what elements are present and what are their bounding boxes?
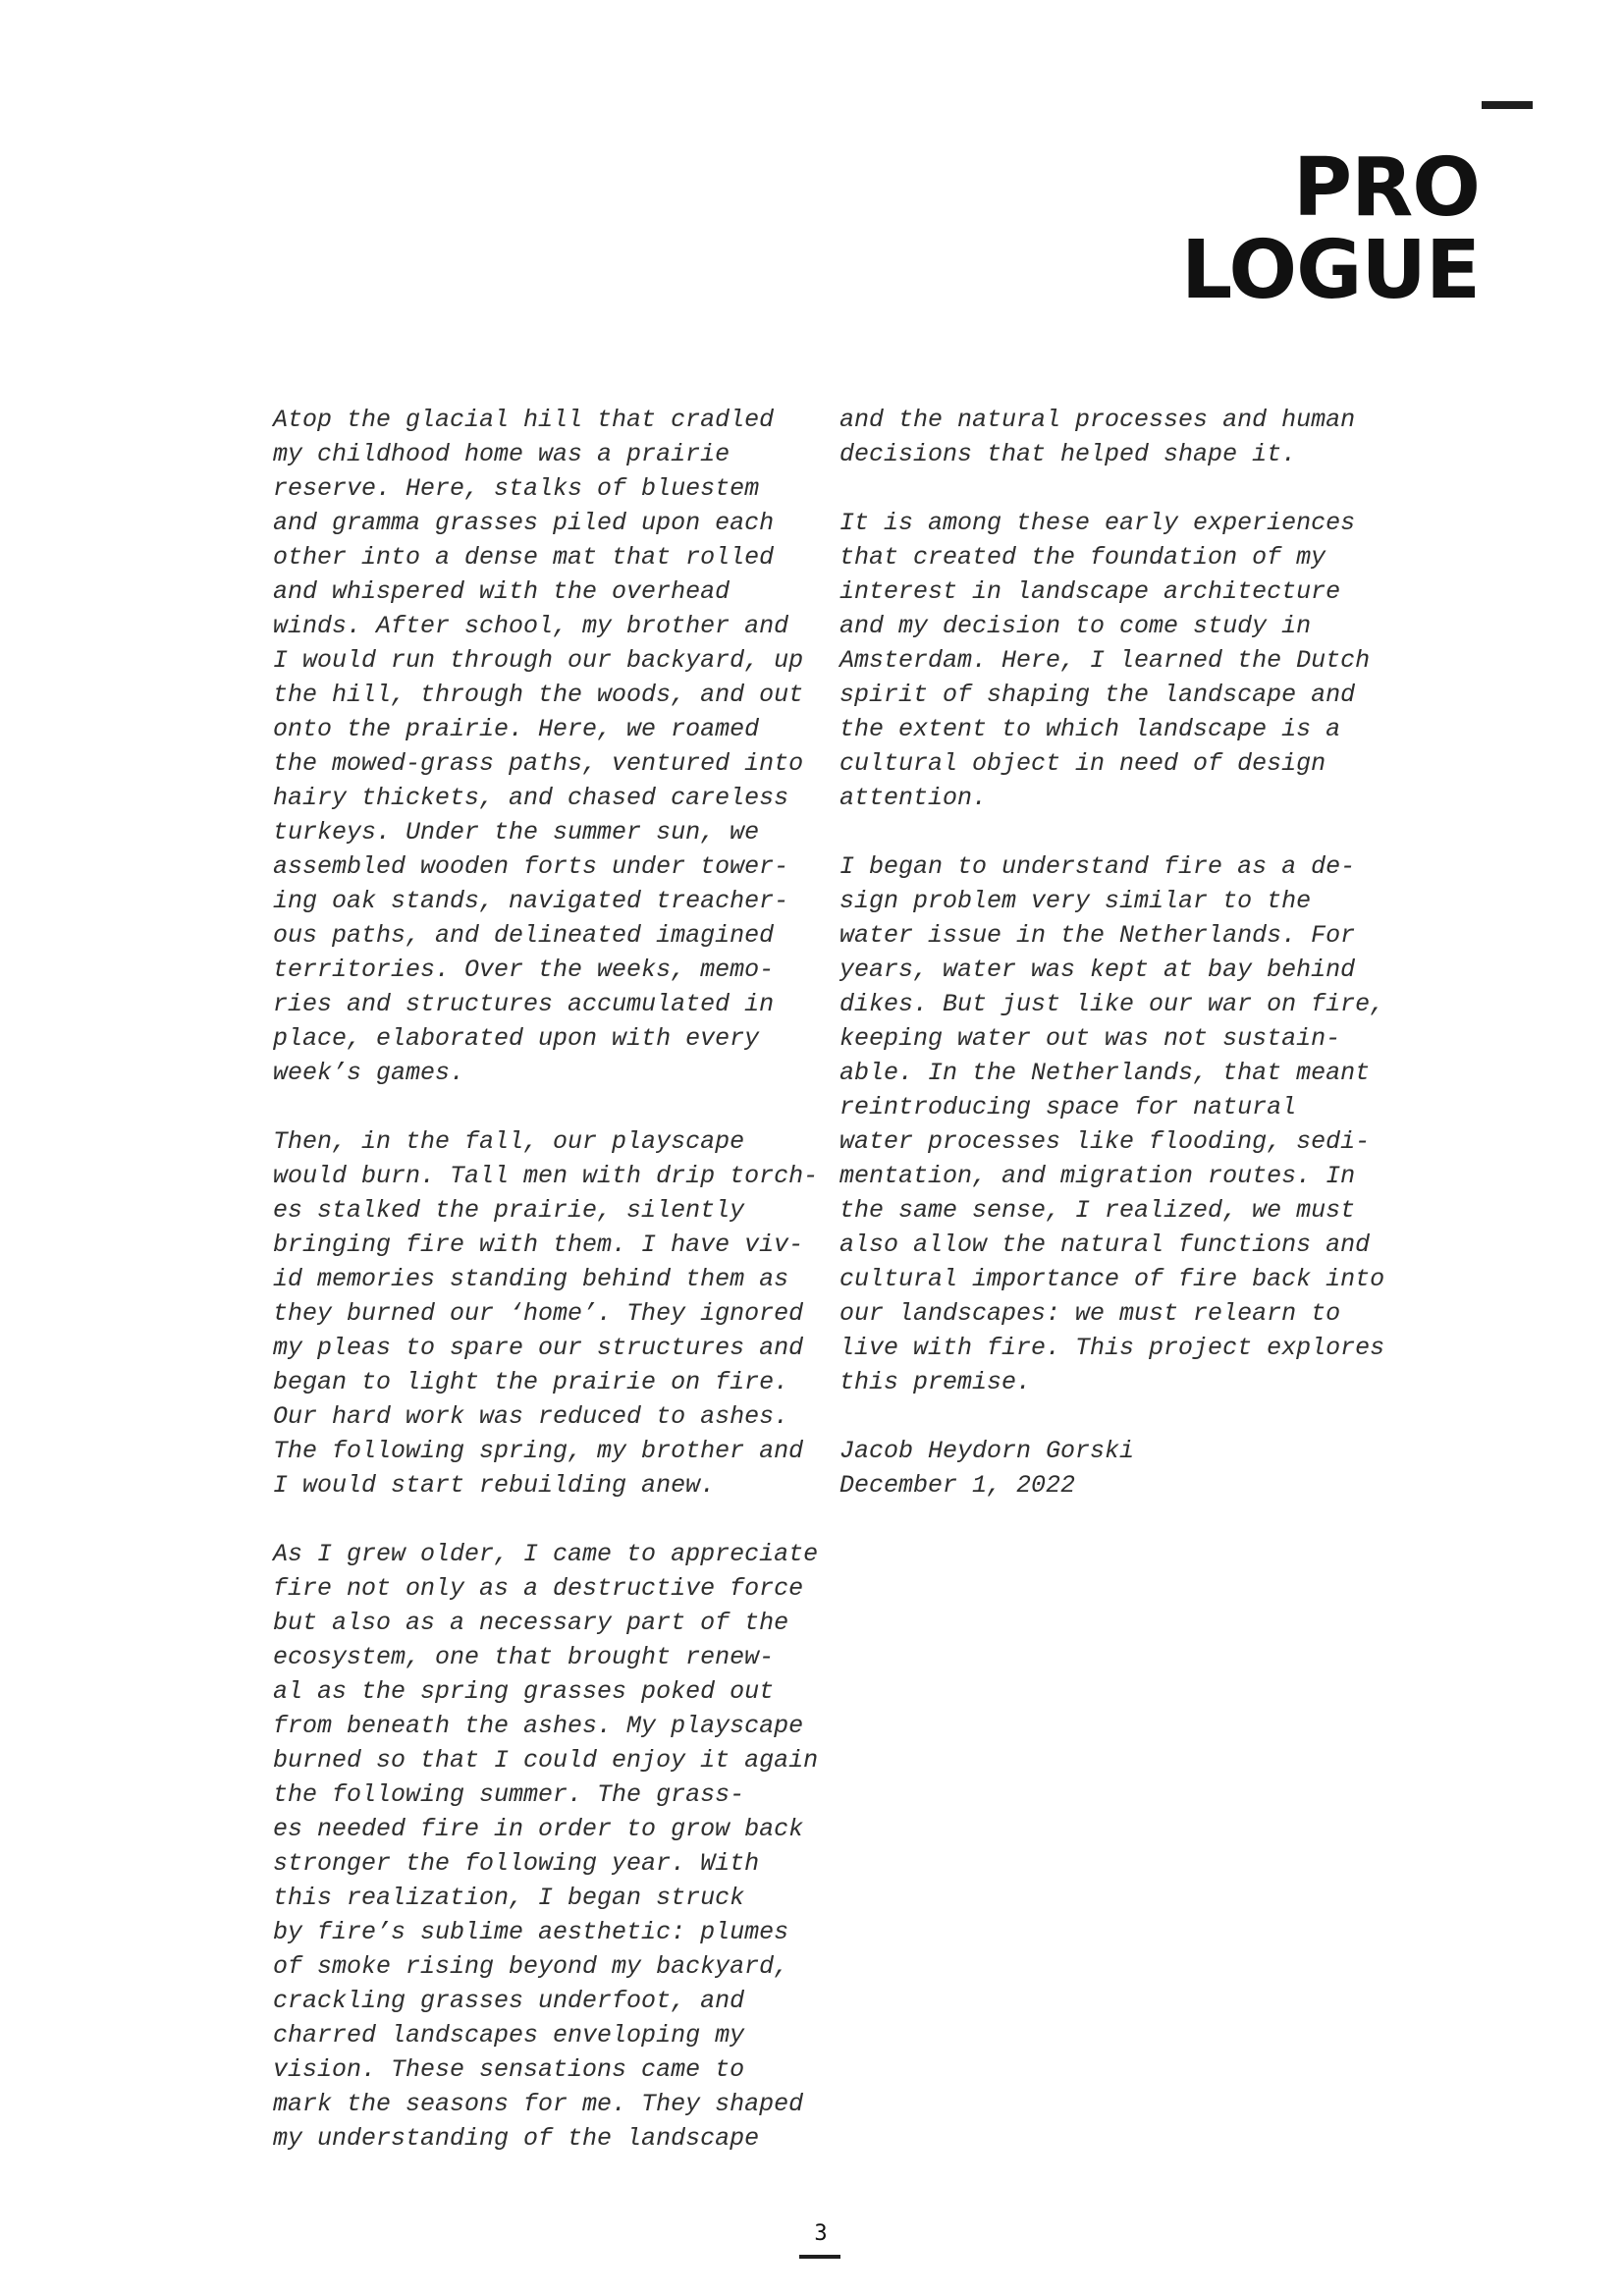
paragraph-amsterdam: It is among these early experiences that created the foundation of my interest in landscape architecture and my decision to come study in Amsterdam. Here, I learned the Dutch spirit of shaping the landscape and the extent to which landscape is a cultural object in need of design attention. xyxy=(839,509,1371,812)
page-title-line-2: LOGUE xyxy=(1181,224,1480,317)
paragraph-childhood-prairie: Atop the glacial hill that cradled my childhood home was a prairie reserve. Here, stalks of bluestem and gramma grasses piled upon each other into a dense mat that rolled and whispered with the overhead winds. After school, my brother and I would run through our backyard, up the hill, through the woods, and out onto the prairie. Here, we roamed the mowed-grass paths, ventured into hairy thickets, and chased careless turkeys. Under the summer sun, we assembled wooden forts under tower- ing oak stands, navigated treacher- ous paths, and delineated imagined territories. Over the weeks, memo- ries and structures accumulated in place, elaborated upon with every week’s games. xyxy=(273,406,804,1087)
page-title-line-1: PRO xyxy=(1293,141,1480,235)
paragraph-fall-burn: Then, in the fall, our playscape would burn. Tall men with drip torch- es stalked the prairie, silently bringing fire with them. I have viv- id memories standing behind them as they burned our ‘home’. They ignored my pleas to spare our structures and began to light the prairie on fire. Our hard work was reduced to ashes. The following spring, my brother and I would start rebuilding anew. xyxy=(273,1127,819,1500)
paragraph-appreciating-fire: As I grew older, I came to appreciate fire not only as a destructive force but also as a necessary part of the ecosystem, one that brought renew- al as the spring grasses poked out from beneath the ashes. My playscape burned so that I could enjoy it again the following summer. The grass- es needed fire in order to grow back stronger the following year. With this realization, I began struck by fire’s sublime aesthetic: plumes of smoke rising beyond my backyard, crackling grasses underfoot, and charred landscapes enveloping my vision. These sensations came to mark the seasons for me. They shaped my understanding of the landscape xyxy=(273,1540,819,2153)
paragraph-design-problem: I began to understand fire as a de- sign problem very similar to the water issue in the Netherlands. For years, water was kept at bay behind dikes. But just like our war on fire, keeping water out was not sustain- able. In the Netherlands, that meant reintroducing space for natural water processes like flooding, sedi- mentation, and migration routes. In the same sense, I realized, we must also allow the natural functions and cultural importance of fire back into our landscapes: we must relearn to live with fire. This project explores this premise. xyxy=(839,852,1385,1396)
page-title xyxy=(989,141,1480,317)
paragraph-continuation: and the natural processes and human decisions that helped shape it. xyxy=(839,406,1356,468)
left-text-column xyxy=(273,403,823,2190)
footer-dash-decoration xyxy=(799,2255,840,2259)
author-signature: Jacob Heydorn Gorski December 1, 2022 xyxy=(839,1437,1135,1500)
header-dash-decoration xyxy=(1482,101,1533,109)
right-text-column xyxy=(839,403,1389,1503)
page-number: 3 xyxy=(814,2221,828,2246)
